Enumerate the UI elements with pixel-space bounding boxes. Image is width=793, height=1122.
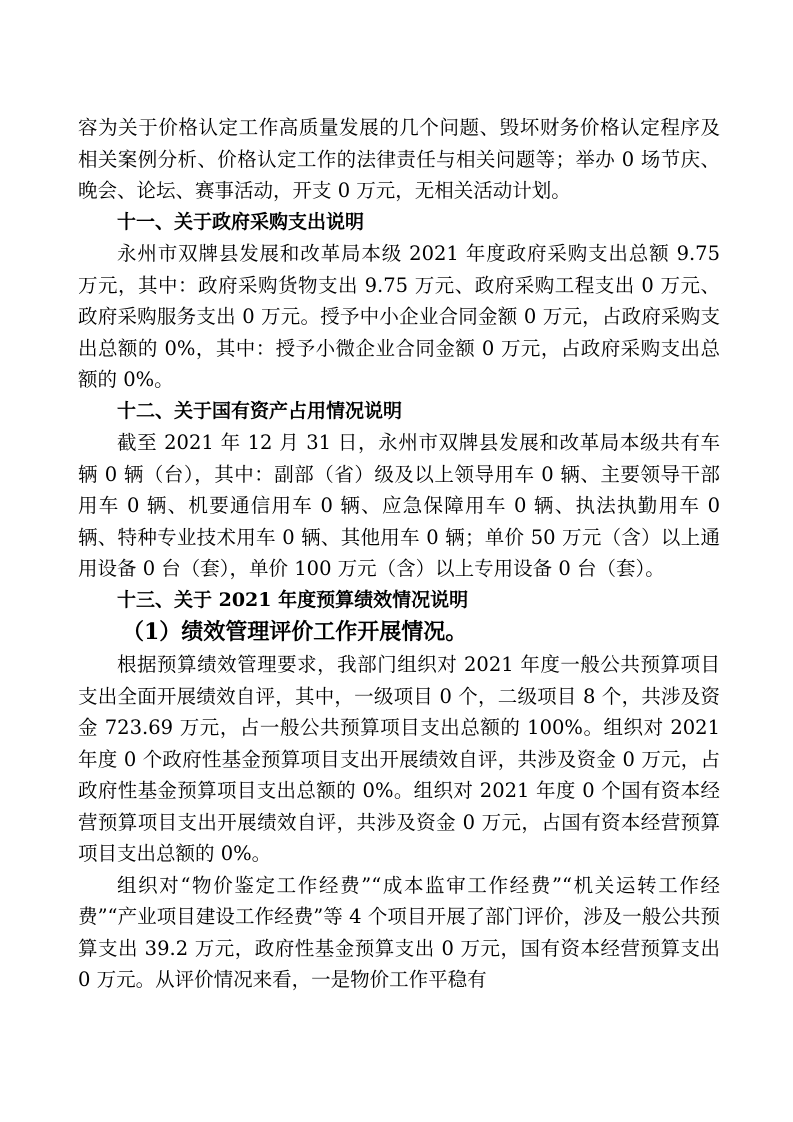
subsection-heading-1: （1）绩效管理评价工作开展情况。	[122, 619, 468, 645]
section-heading-11: 十一、关于政府采购支出说明	[117, 210, 365, 233]
paragraph-state-assets: 截至 2021 年 12 月 31 日，永州市双牌县发展和改革局本级共有车辆 0 辆（台），其中：副部（省）级及以上领导用车 0 辆、主要领导干部用车 0 辆、机要通信用车 0 辆、应急保障用车 0 辆、执法执勤用车 0 辆、特种专业技术用车 0 辆、其他用车 0 辆；单价 50 万元（含）以上通用设备 0 台（套），单价 100 万元（含）以上专用设备 0 台（套）。	[78, 431, 720, 580]
paragraph-department-evaluation: 组织对“物价鉴定工作经费”“成本监审工作经费”“机关运转工作经费”“产业项目建设工作经费”等 4 个项目开展了部门评价，涉及一般公共预算支出 39.2 万元，政府性基金预算支出 0 万元，国有资本经营预算支出 0 万元。从评价情况来看，一是物价工作平稳有	[78, 873, 720, 991]
paragraph-government-procurement: 永州市双牌县发展和改革局本级 2021 年度政府采购支出总额 9.75 万元，其中：政府采购货物支出 9.75 万元、政府采购工程支出 0 万元、政府采购服务支出 0 万元。授予中小企业合同金额 0 万元，占政府采购支出总额的 0%，其中：授予小微企业合同金额 0 万元，占政府采购支出总额的 0%。	[78, 242, 720, 391]
paragraph-continuation: 容为关于价格认定工作高质量发展的几个问题、毁坏财务价格认定程序及相关案例分析、价格认定工作的法律责任与相关问题等；举办 0 场节庆、晚会、论坛、赛事活动，开支 0 万元，无相关活动计划。	[78, 116, 720, 202]
paragraph-performance-self-evaluation: 根据预算绩效管理要求，我部门组织对 2021 年度一般公共预算项目支出全面开展绩效自评，其中，一级项目 0 个，二级项目 8 个，共涉及资金 723.69 万元，占一般公共预算项目支出总额的 100%。组织对 2021 年度 0 个政府性基金预算项目支出开展绩效自评，共涉及资金 0 万元，占政府性基金预算项目支出总额的 0%。组织对 2021 年度 0 个国有资本经营预算项目支出开展绩效自评，共涉及资金 0 万元，占国有资本经营预算项目支出总额的 0%。	[78, 653, 720, 865]
document-body	[78, 112, 720, 996]
section-heading-12: 十二、关于国有资产占用情况说明	[117, 399, 403, 422]
section-heading-13: 十三、关于 2021 年度预算绩效情况说明	[117, 588, 469, 611]
